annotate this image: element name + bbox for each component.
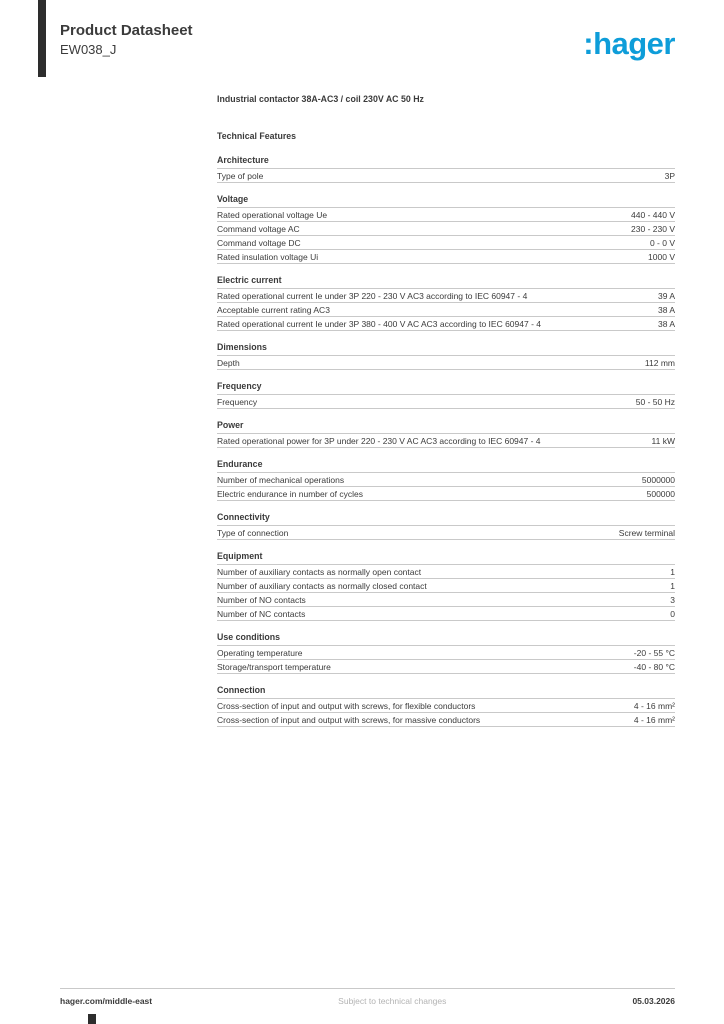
row-value: 1 [670,580,675,591]
row-label: Command voltage DC [217,237,301,248]
row-value: 3 [670,594,675,605]
row-label: Operating temperature [217,647,303,658]
row-label: Rated operational current Ie under 3P 380 - 400 V AC AC3 according to IEC 60947 - 4 [217,318,541,329]
section-table [217,645,675,674]
technical-features-heading: Technical Features [217,131,297,141]
row-value: 39 A [657,290,675,301]
row-value: 11 kW [651,435,675,446]
registration-mark-top [38,0,46,77]
section-table [217,564,675,621]
section [217,155,675,183]
header-titles [60,22,193,57]
section [217,685,675,727]
section-title: Electric current [217,275,282,285]
row-label: Cross-section of input and output with screws, for flexible conductors [217,700,476,711]
section-title: Voltage [217,194,249,204]
row-value: 112 mm [644,357,675,368]
table-row [217,579,675,593]
hager-logo: :hager [583,26,675,61]
table-row [217,395,675,409]
section-table [217,433,675,448]
section-table [217,472,675,501]
row-label: Acceptable current rating AC3 [217,304,330,315]
table-row [217,713,675,727]
table-row [217,250,675,264]
table-row [217,356,675,370]
row-value: 38 A [657,304,675,315]
row-value: 3P [664,170,675,181]
row-value: Screw terminal [618,527,675,538]
section-title: Connection [217,685,266,695]
section [217,275,675,331]
footer-notice: Subject to technical changes [338,996,447,1006]
section-table [217,698,675,727]
content [217,94,675,727]
table-row [217,565,675,579]
row-label: Number of NO contacts [217,594,306,605]
section [217,512,675,540]
footer-date: 05.03.2026 [632,996,675,1006]
table-row [217,208,675,222]
row-label: Rated operational current Ie under 3P 220 - 230 V AC3 according to IEC 60947 - 4 [217,290,528,301]
section [217,194,675,264]
row-label: Rated operational voltage Ue [217,209,328,220]
row-value: 0 [670,608,675,619]
section-table [217,394,675,409]
table-row [217,303,675,317]
row-value: -20 - 55 °C [633,647,675,658]
table-row [217,607,675,621]
row-label: Number of auxiliary contacts as normally closed contact [217,580,427,591]
row-value: 0 - 0 V [649,237,675,248]
section [217,551,675,621]
row-label: Cross-section of input and output with screws, for massive conductors [217,714,481,725]
table-row [217,317,675,331]
row-value: -40 - 80 °C [633,661,675,672]
table-row [217,526,675,540]
row-value: 4 - 16 mm² [633,714,675,725]
table-row [217,434,675,448]
row-label: Command voltage AC [217,223,300,234]
table-row [217,487,675,501]
table-row [217,169,675,183]
row-value: 1000 V [648,251,675,262]
table-row [217,660,675,674]
row-value: 38 A [657,318,675,329]
table-row [217,236,675,250]
section-title: Equipment [217,551,263,561]
row-label: Number of NC contacts [217,608,306,619]
row-value: 1 [670,566,675,577]
table-row [217,593,675,607]
section-table [217,207,675,264]
table-row [217,646,675,660]
section-title: Architecture [217,155,269,165]
row-label: Rated insulation voltage Ui [217,251,319,262]
table-row [217,473,675,487]
row-value: 4 - 16 mm² [633,700,675,711]
section-table [217,288,675,331]
row-label: Electric endurance in number of cycles [217,488,363,499]
section-title: Frequency [217,381,262,391]
section-title: Power [217,420,244,430]
page-title: Product Datasheet [60,22,193,39]
footer-website: hager.com/middle-east [60,996,153,1006]
row-value: 50 - 50 Hz [635,396,675,407]
row-label: Number of mechanical operations [217,474,345,485]
section-table [217,355,675,370]
section [217,342,675,370]
row-label: Depth [217,357,240,368]
section-title: Dimensions [217,342,267,352]
section-title: Endurance [217,459,263,469]
row-value: 230 - 230 V [631,223,675,234]
section [217,381,675,409]
section [217,459,675,501]
registration-mark-bottom [88,1014,96,1024]
section [217,632,675,674]
section-title: Use conditions [217,632,281,642]
row-label: Storage/transport temperature [217,661,331,672]
feature-sections [217,155,675,727]
row-label: Rated operational power for 3P under 220 - 230 V AC AC3 according to IEC 60947 - 4 [217,435,541,446]
row-value: 5000000 [641,474,675,485]
table-row [217,222,675,236]
row-label: Number of auxiliary contacts as normally open contact [217,566,422,577]
footer [60,988,675,1006]
table-row [217,289,675,303]
section [217,420,675,448]
row-label: Type of connection [217,527,289,538]
row-value: 500000 [646,488,675,499]
header [60,22,675,59]
section-title: Connectivity [217,512,270,522]
row-label: Type of pole [217,170,264,181]
product-code: EW038_J [60,42,117,57]
table-row [217,699,675,713]
row-value: 440 - 440 V [631,209,675,220]
product-title: Industrial contactor 38A-AC3 / coil 230V AC 50 Hz [217,94,424,104]
section-table [217,168,675,183]
row-label: Frequency [217,396,258,407]
section-table [217,525,675,540]
